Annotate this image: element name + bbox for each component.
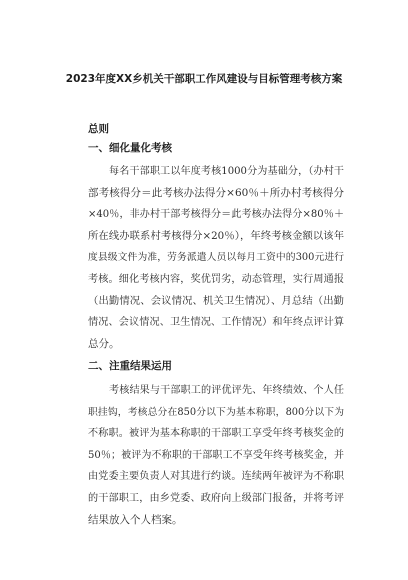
paragraph-line: 每名干部职工以年度考核1000分为基础分，（办村干 bbox=[109, 166, 344, 177]
paragraph-line: 的干部职工，由乡党委、政府向上级部门报备，并将考评 bbox=[88, 492, 344, 504]
paragraph-line: 情况、会议情况、卫生情况、工作情况）和年终点评计算 bbox=[88, 317, 344, 329]
paragraph-line: 考核结果与干部职工的评优评先、年终绩效、个人任 bbox=[109, 385, 344, 396]
paragraph-line: 结果放入个人档案。 bbox=[88, 513, 183, 526]
paragraph-line: ×40％，非办村干部考核得分＝此考核办法得分×80％＋ bbox=[88, 209, 344, 221]
section-paragraph-result-application bbox=[88, 380, 344, 531]
paragraph-line: 考核。细化考核内容，奖优罚劣，动态管理，实行周通报 bbox=[88, 273, 344, 285]
general-provisions-heading: 总则 bbox=[88, 123, 109, 135]
section-paragraph-refine-assessment bbox=[88, 161, 344, 355]
paragraph-line: 部考核得分＝此考核办法得分×60％＋所办村考核得分 bbox=[88, 186, 344, 199]
document-title: 2023年度XX乡机关干部职工作风建设与目标管理考核方案 bbox=[65, 73, 343, 85]
paragraph-line: 职挂钩，考核总分在850分以下为基本称职，800分以下为 bbox=[88, 406, 344, 418]
section-heading-result-application: 二、注重结果运用 bbox=[88, 360, 172, 372]
paragraph-line: 总分。 bbox=[88, 337, 120, 350]
paragraph-line: 由党委主要负责人对其进行约谈。连续两年被评为不称职 bbox=[88, 471, 344, 483]
paragraph-line: 度县级文件为准，劳务派遣人员以每月工资中的300元进行 bbox=[88, 252, 344, 264]
paragraph-line: 不称职。被评为基本称职的干部职工享受年终考核奖金的 bbox=[88, 428, 344, 440]
paragraph-line: 所在线办联系村考核得分×20％），年终考核金额以该年 bbox=[88, 229, 344, 242]
paragraph-line: （出勤情况、会议情况、机关卫生情况）、月总结（出勤 bbox=[88, 294, 344, 307]
section-heading-refine-assessment: 一、细化量化考核 bbox=[88, 142, 172, 154]
paragraph-line: 50％；被评为不称职的干部职工不享受年终考核奖金，并 bbox=[88, 449, 344, 461]
